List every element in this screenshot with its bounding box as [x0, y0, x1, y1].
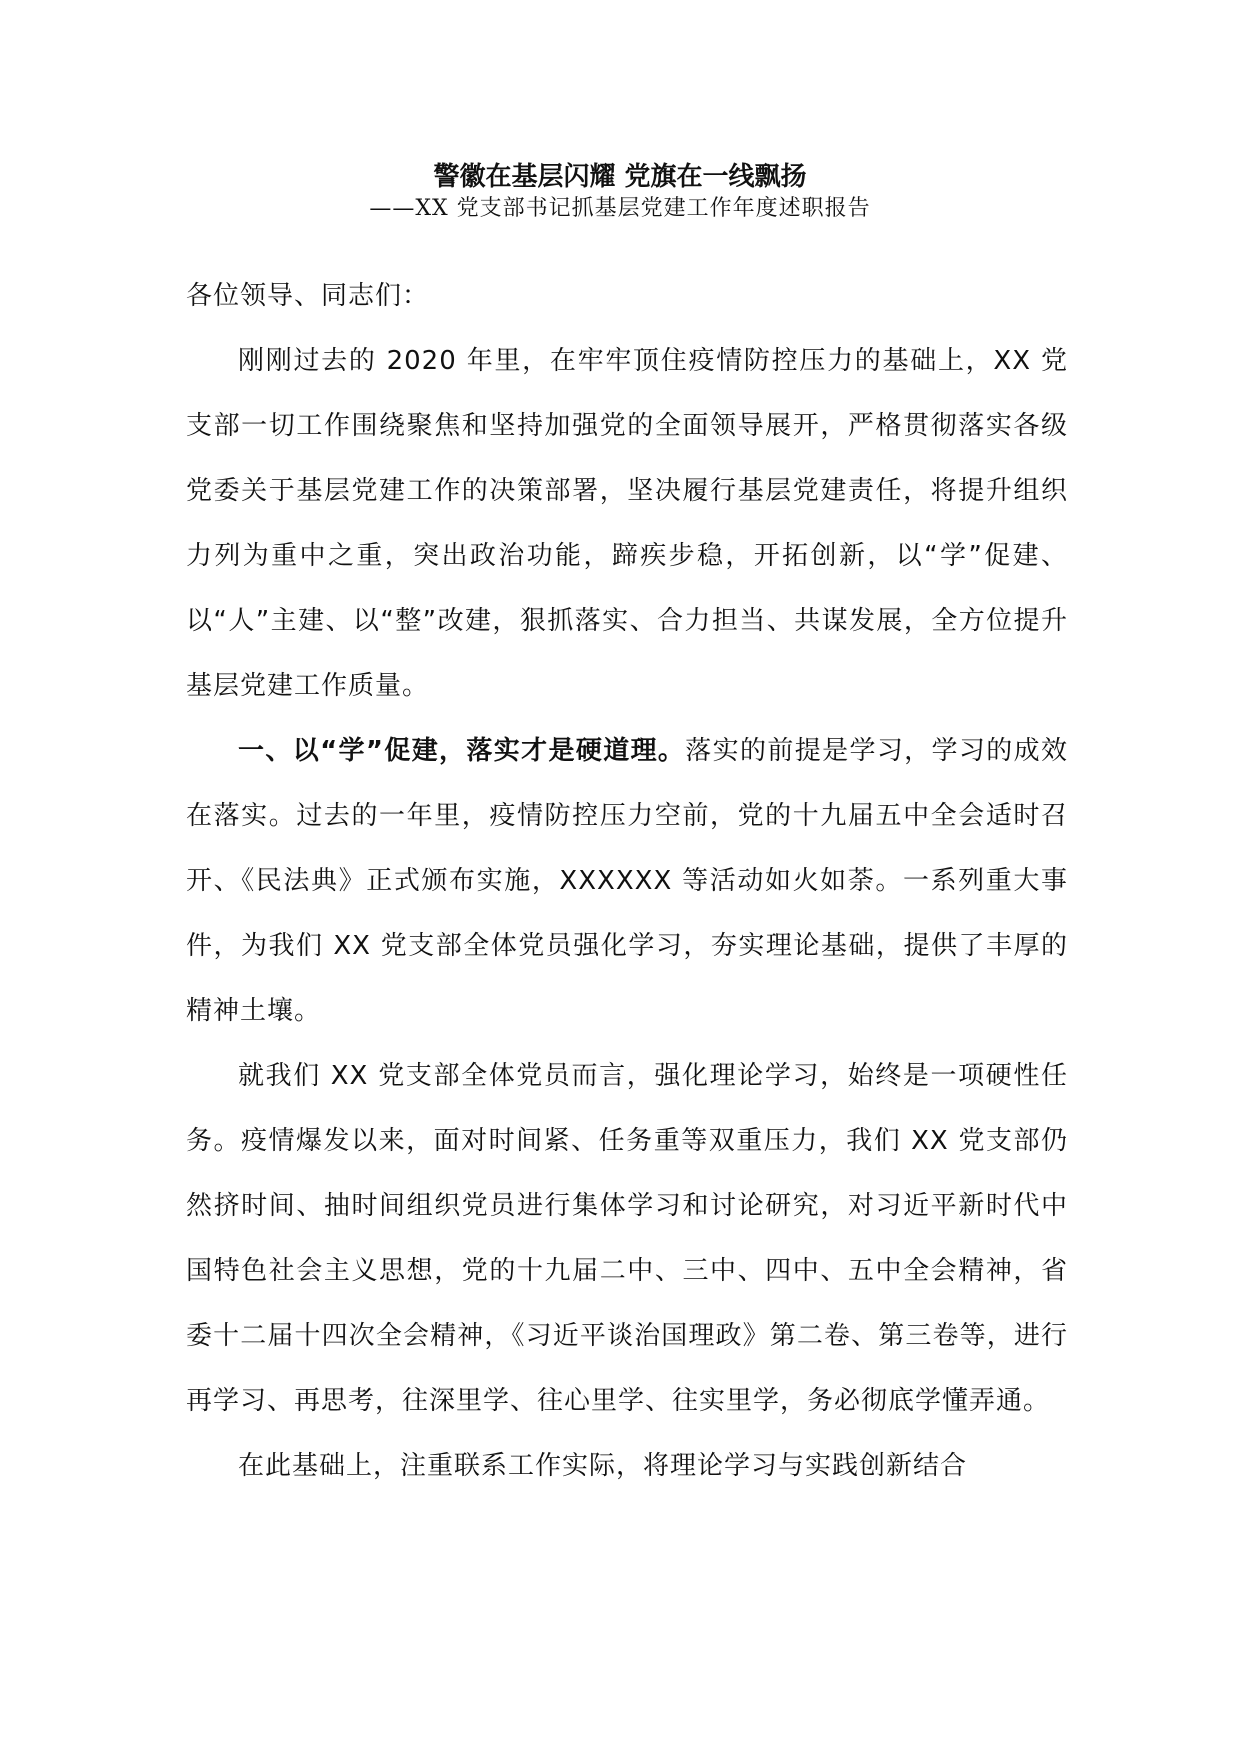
document-subtitle: ——XX 党支部书记抓基层党建工作年度述职报告 — [369, 196, 871, 221]
paragraph-practice — [186, 1434, 1068, 1499]
greeting: 各位领导、同志们： — [186, 281, 430, 311]
paragraph-study-text: 就我们 XX 党支部全体党员而言，强化理论学习，始终是一项硬性任务。疫情爆发以来，面对时间紧、任务重等双重压力，我们 XX 党支部仍然挤时间、抽时间组织党员进行集体学习和讨论研究，对习近平新时代中国特色社会主义思想，党的十九届二中、三中、四中、五中全会精神，省委十二届十四次全会精神，《习近平谈治国理政》第二卷、第三卷等，进行再学习、再思考，往深里学、往心里学、往实里学，务必彻底学懂弄通。 — [186, 1061, 1068, 1416]
document-body — [186, 264, 1068, 1499]
section-one-heading: 一、以“学”促建，落实才是硬道理。 — [238, 736, 686, 766]
document-title: 警徽在基层闪耀 党旗在一线飘扬 — [433, 162, 807, 192]
paragraph-practice-text: 在此基础上，注重联系工作实际，将理论学习与实践创新结合 — [238, 1451, 968, 1481]
section-one-text: 落实的前提是学习，学习的成效在落实。过去的一年里，疫情防控压力空前，党的十九届五中全会适时召开、《民法典》正式颁布实施，XXXXXX 等活动如火如荼。一系列重大事件，为我们 XX 党支部全体党员强化学习，夯实理论基础，提供了丰厚的精神土壤。 — [186, 736, 1068, 1026]
paragraph-intro-text: 刚刚过去的 2020 年里，在牢牢顶住疫情防控压力的基础上，XX 党支部一切工作围绕聚焦和坚持加强党的全面领导展开，严格贯彻落实各级党委关于基层党建工作的决策部署，坚决履行基层党建责任，将提升组织力列为重中之重，突出政治功能，蹄疾步稳，开拓创新，以“学”促建、以“人”主建、以“整”改建，狠抓落实、合力担当、共谋发展，全方位提升基层党建工作质量。 — [186, 346, 1068, 701]
paragraph-intro — [186, 329, 1068, 719]
paragraph-section-one — [186, 719, 1068, 1044]
paragraph-study — [186, 1044, 1068, 1434]
